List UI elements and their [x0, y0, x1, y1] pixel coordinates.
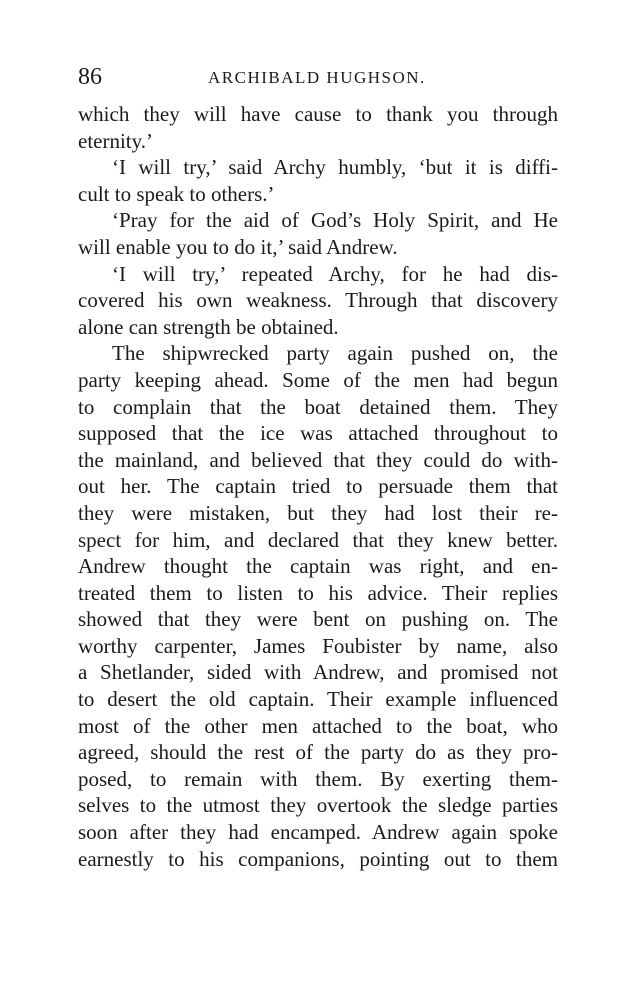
page-number: 86	[78, 64, 102, 90]
page-header	[78, 62, 558, 92]
text-line: cult to speak to others.’	[78, 181, 275, 206]
text-line: earnestly to his companions, pointing out to them	[78, 846, 558, 871]
text-line: worthy carpenter, James Foubister by name, also	[78, 633, 558, 658]
text-line: selves to the utmost they overtook the sledge parties	[78, 793, 558, 818]
text-line: to desert the old captain. Their example influenced	[78, 687, 558, 712]
text-line: alone can strength be obtained.	[78, 314, 339, 339]
text-line: most of the other men attached to the boat, who	[78, 713, 558, 738]
text-line: out her. The captain tried to persuade them that	[78, 474, 558, 499]
running-title: ARCHIBALD HUGHSON.	[208, 68, 426, 87]
body-text	[78, 101, 558, 872]
text-line: Andrew thought the captain was right, and en-	[78, 554, 558, 579]
text-line: which they will have cause to thank you through	[78, 102, 558, 126]
text-line: will enable you to do it,’ said Andrew.	[78, 234, 398, 259]
text-line: supposed that the ice was attached throughout to	[78, 421, 558, 446]
text-line: treated them to listen to his advice. Their replies	[78, 580, 558, 605]
text-line: ‘I will try,’ said Archy humbly, ‘but it is diffi-	[112, 155, 558, 180]
text-line: spect for him, and declared that they knew better.	[78, 527, 558, 552]
text-line: showed that they were bent on pushing on. The	[78, 607, 558, 632]
text-line: agreed, should the rest of the party do as they pro-	[78, 740, 558, 765]
text-line: eternity.’	[78, 128, 154, 153]
text-line: to complain that the boat detained them. They	[78, 394, 558, 419]
text-line: covered his own weakness. Through that discovery	[78, 288, 558, 313]
text-line: soon after they had encamped. Andrew again spoke	[78, 820, 558, 845]
text-line: ‘I will try,’ repeated Archy, for he had dis-	[112, 261, 558, 286]
text-line: party keeping ahead. Some of the men had begun	[78, 367, 558, 392]
text-line: a Shetlander, sided with Andrew, and promised not	[78, 660, 558, 685]
text-line: ‘Pray for the aid of God’s Holy Spirit, and He	[112, 208, 558, 233]
text-line: The shipwrecked party again pushed on, the	[112, 341, 558, 366]
text-line: they were mistaken, but they had lost their re-	[78, 500, 558, 525]
text-line: the mainland, and believed that they could do with-	[78, 447, 558, 472]
text-line: posed, to remain with them. By exerting them-	[78, 766, 558, 791]
